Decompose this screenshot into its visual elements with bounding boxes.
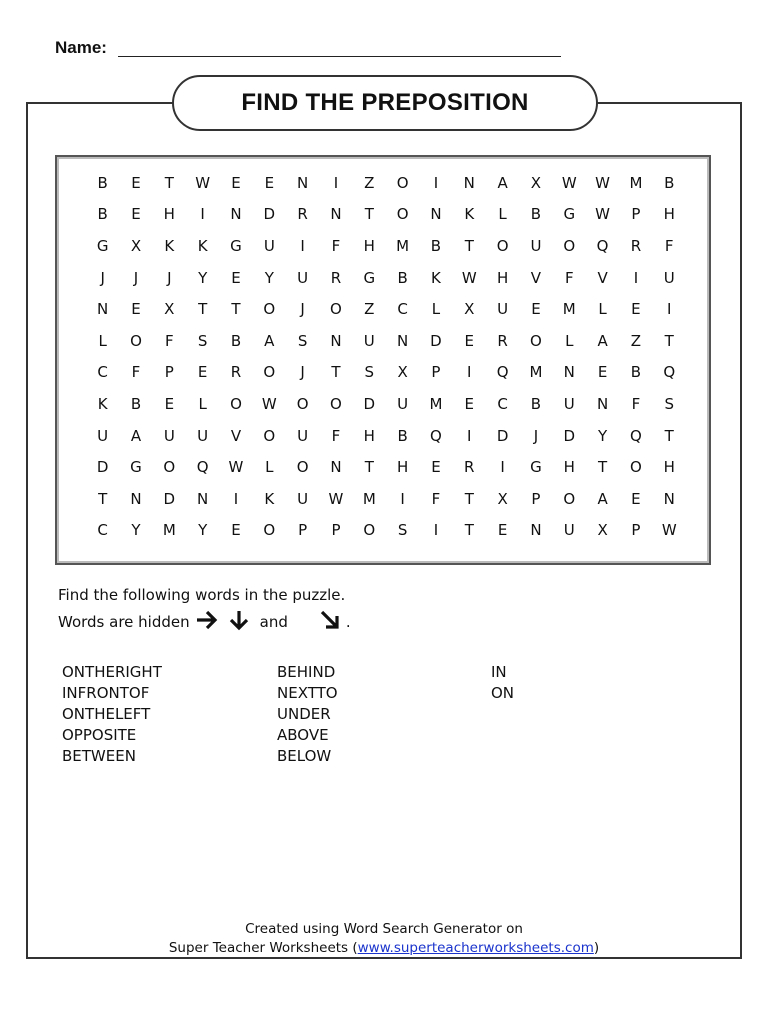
grid-letter[interactable]: O [296,458,309,477]
grid-letter[interactable]: O [496,236,509,255]
grid-letter[interactable]: V [530,268,542,287]
grid-letter[interactable]: N [130,489,142,508]
grid-letter[interactable]: X [164,300,175,319]
grid-letter[interactable]: U [297,426,309,445]
grid-letter[interactable]: I [500,458,505,477]
grid-letter[interactable]: H [563,458,575,477]
grid-letter[interactable]: A [597,331,608,350]
grid-letter[interactable]: O [630,458,642,477]
grid-letter[interactable]: S [664,394,674,413]
word-list-item: IN [491,663,507,681]
grid-letter[interactable]: L [498,205,507,224]
grid-letter[interactable]: N [97,300,109,319]
grid-letter[interactable]: L [265,458,274,477]
grid-letter[interactable]: R [297,205,308,224]
grid-letter[interactable]: I [433,173,439,192]
grid-letter[interactable]: Q [630,426,642,445]
grid-letter[interactable]: S [197,331,208,350]
grid-letter[interactable]: J [133,268,139,287]
grid-letter[interactable]: U [497,300,509,319]
grid-letter[interactable]: T [231,300,241,319]
grid-letter[interactable]: S [397,521,408,540]
grid-letter[interactable]: D [263,205,276,224]
grid-letter[interactable]: F [165,331,174,350]
grid-letter[interactable]: E [231,173,241,192]
grid-letter[interactable]: H [163,205,175,224]
grid-letter[interactable]: I [200,205,205,224]
grid-letter[interactable]: M [396,236,410,255]
grid-letter[interactable]: B [530,394,542,413]
grid-letter[interactable]: E [631,300,641,319]
grid-letter[interactable]: T [598,458,608,477]
grid-letter[interactable]: I [667,300,672,319]
grid-letter[interactable]: E [264,173,275,192]
grid-row [86,451,686,483]
word-list-column-2 [277,662,338,767]
grid-letter[interactable]: P [164,363,174,382]
grid-letter[interactable]: D [430,331,442,350]
grid-letter[interactable]: N [397,331,409,350]
grid-letter[interactable]: U [297,268,309,287]
word-list-column-1 [62,662,162,767]
grid-letter[interactable]: O [330,300,342,319]
grid-letter[interactable]: H [363,236,375,255]
grid-letter[interactable]: N [430,205,442,224]
grid-row [86,515,686,547]
grid-letter[interactable]: J [300,300,305,319]
grid-letter[interactable]: F [664,236,674,255]
grid-letter[interactable]: M [162,521,176,540]
arrow-down-icon [228,608,250,636]
grid-letter[interactable]: U [663,268,675,287]
grid-letter[interactable]: P [531,489,541,508]
grid-letter[interactable]: O [230,394,242,413]
word-list-item: ONTHERIGHT [62,663,162,681]
grid-row [86,262,686,294]
grid-letter[interactable]: H [496,268,509,287]
grid-row [86,420,686,452]
grid-letter[interactable]: W [461,268,477,287]
grid-letter[interactable]: X [397,363,408,382]
grid-letter[interactable]: L [431,300,441,319]
grid-letter[interactable]: O [130,331,142,350]
grid-letter[interactable]: N [563,363,575,382]
grid-letter[interactable]: S [364,363,375,382]
grid-letter[interactable]: R [497,331,508,350]
grid-letter[interactable]: B [97,173,108,192]
grid-letter[interactable]: X [530,173,542,192]
hidden-label: Words are hidden [58,613,190,631]
grid-letter[interactable]: T [331,363,341,382]
grid-letter[interactable]: K [264,489,275,508]
grid-letter[interactable]: P [331,521,341,540]
word-list-item: BETWEEN [62,747,136,765]
grid-letter[interactable]: E [464,394,475,413]
grid-letter[interactable]: O [263,363,276,382]
grid-letter[interactable]: I [300,236,305,255]
grid-letter[interactable]: I [433,521,439,540]
grid-letter[interactable]: K [197,236,208,255]
grid-letter[interactable]: K [164,236,175,255]
grid-letter[interactable]: Q [596,236,609,255]
grid-letter[interactable]: G [230,236,242,255]
grid-letter[interactable]: W [595,173,610,192]
grid-letter[interactable]: I [467,426,472,445]
grid-letter[interactable]: J [533,426,539,445]
grid-letter[interactable]: A [597,489,608,508]
word-list-item: NEXTTO [277,684,338,702]
word-list-item: BEHIND [277,663,336,681]
grid-letter[interactable]: C [97,521,108,540]
word-list-item: ABOVE [277,726,329,744]
grid-letter[interactable]: F [564,268,574,287]
grid-letter[interactable]: P [431,363,441,382]
grid-letter[interactable]: Z [630,331,642,350]
grid-letter[interactable]: N [463,173,475,192]
grid-letter[interactable]: B [530,205,542,224]
grid-letter[interactable]: L [98,331,107,350]
title-banner [172,75,598,131]
grid-letter[interactable]: M [629,173,643,192]
word-list-column-3 [491,662,514,704]
grid-letter[interactable]: N [596,394,609,413]
grid-letter[interactable]: P [631,521,641,540]
grid-letter[interactable]: N [230,205,242,224]
grid-letter[interactable]: O [396,173,409,192]
grid-letter[interactable]: N [197,489,209,508]
grid-letter[interactable]: Z [364,173,375,192]
grid-letter[interactable]: M [529,363,543,382]
grid-letter[interactable]: V [230,426,242,445]
word-list-item: BELOW [277,747,332,765]
grid-row [86,388,686,420]
grid-letter[interactable]: H [396,458,409,477]
grid-letter[interactable]: T [98,489,108,508]
grid-letter[interactable]: E [131,300,141,319]
grid-letter[interactable]: T [198,300,208,319]
grid-letter[interactable]: T [364,458,374,477]
grid-letter[interactable]: H [363,426,375,445]
grid-row [86,199,686,231]
grid-letter[interactable]: Y [198,521,208,540]
grid-letter[interactable]: T [464,236,474,255]
grid-letter[interactable]: U [563,394,575,413]
grid-letter[interactable]: R [630,236,642,255]
grid-letter[interactable]: G [363,268,376,287]
grid-row [86,167,686,199]
grid-letter[interactable]: O [296,394,309,413]
grid-letter[interactable]: O [330,394,342,413]
grid-letter[interactable]: O [163,458,176,477]
footer-suffix: ) [593,940,600,956]
grid-letter[interactable]: B [130,394,142,413]
grid-letter[interactable]: H [663,458,675,477]
grid-letter[interactable]: D [163,489,176,508]
grid-letter[interactable]: O [563,236,576,255]
grid-letter[interactable]: K [431,268,441,287]
grid-letter[interactable]: E [497,521,508,540]
grid-letter[interactable]: E [597,363,608,382]
word-search-grid [86,167,686,546]
grid-row [86,483,686,515]
grid-letter[interactable]: P [298,521,308,540]
grid-letter[interactable]: V [597,268,608,287]
grid-letter[interactable]: B [430,236,442,255]
grid-letter[interactable]: E [464,331,475,350]
instruction-line-2 [58,608,351,636]
grid-letter[interactable]: A [264,331,275,350]
grid-letter[interactable]: N [663,489,675,508]
grid-letter[interactable]: W [228,458,244,477]
grid-letter[interactable]: U [363,331,375,350]
grid-letter[interactable]: O [363,521,376,540]
grid-letter[interactable]: R [330,268,342,287]
grid-letter[interactable]: J [167,268,172,287]
grid-letter[interactable]: E [231,521,241,540]
grid-letter[interactable]: B [664,173,675,192]
grid-letter[interactable]: G [96,236,109,255]
grid-letter[interactable]: D [363,394,376,413]
footer-line-2 [0,939,768,958]
grid-letter[interactable]: Q [496,363,509,382]
grid-letter[interactable]: A [497,173,508,192]
grid-letter[interactable]: Q [663,363,676,382]
grid-letter[interactable]: X [464,300,475,319]
grid-letter[interactable]: F [431,489,441,508]
grid-letter[interactable]: B [397,268,408,287]
grid-letter[interactable]: J [100,268,105,287]
grid-letter[interactable]: B [230,331,242,350]
grid-letter[interactable]: U [263,236,275,255]
grid-row [86,357,686,389]
footer-prefix: Super Teacher Worksheets ( [168,940,358,956]
grid-letter[interactable]: M [362,489,376,508]
period: . [345,613,351,631]
grid-letter[interactable]: L [565,331,574,350]
grid-letter[interactable]: D [563,426,576,445]
grid-letter[interactable]: U [530,236,542,255]
grid-letter[interactable]: U [163,426,175,445]
grid-letter[interactable]: U [397,394,409,413]
grid-letter[interactable]: U [97,426,109,445]
grid-letter[interactable]: T [464,489,474,508]
grid-letter[interactable]: W [595,205,610,224]
grid-letter[interactable]: C [97,363,108,382]
grid-letter[interactable]: I [467,363,472,382]
grid-row [86,293,686,325]
grid-letter[interactable]: Z [364,300,375,319]
grid-letter[interactable]: W [261,394,277,413]
grid-letter[interactable]: Q [430,426,442,445]
grid-letter[interactable]: T [664,426,674,445]
grid-letter[interactable]: J [300,363,305,382]
grid-letter[interactable]: M [429,394,443,413]
grid-letter[interactable]: B [97,205,108,224]
grid-letter[interactable]: F [331,236,341,255]
grid-letter[interactable]: B [630,363,642,382]
grid-letter[interactable]: E [431,458,441,477]
word-list-item: ON [491,684,515,702]
grid-letter[interactable]: Y [198,268,208,287]
grid-letter[interactable]: F [131,363,141,382]
instruction-line-1: Find the following words in the puzzle. [58,586,346,604]
grid-letter[interactable]: R [230,363,242,382]
grid-letter[interactable]: D [96,458,109,477]
footer-credit [0,920,768,958]
grid-letter[interactable]: B [397,426,408,445]
grid-letter[interactable]: W [561,173,577,192]
grid-letter[interactable]: T [164,173,174,192]
grid-letter[interactable]: D [496,426,509,445]
grid-letter[interactable]: W [195,173,211,192]
grid-letter[interactable]: Y [264,268,274,287]
grid-letter[interactable]: A [130,426,142,445]
grid-letter[interactable]: W [661,521,677,540]
arrow-right-icon [194,609,220,635]
name-blank-line[interactable] [118,56,561,57]
grid-letter[interactable]: E [164,394,175,413]
grid-letter[interactable]: C [397,300,408,319]
grid-row [86,325,686,357]
grid-letter[interactable]: N [330,458,342,477]
grid-letter[interactable]: U [563,521,575,540]
grid-letter[interactable]: E [631,489,641,508]
grid-letter[interactable]: X [130,236,142,255]
grid-row [86,230,686,262]
grid-letter[interactable]: O [396,205,409,224]
grid-letter[interactable]: F [331,426,341,445]
grid-letter[interactable]: E [231,268,241,287]
grid-letter[interactable]: F [631,394,641,413]
grid-letter[interactable]: O [263,426,276,445]
grid-letter[interactable]: N [530,521,542,540]
grid-letter[interactable]: M [562,300,576,319]
name-label: Name: [55,38,107,57]
grid-letter[interactable]: T [364,205,374,224]
grid-letter[interactable]: Y [598,426,608,445]
grid-letter[interactable]: O [563,489,576,508]
grid-letter[interactable]: X [597,521,608,540]
grid-letter[interactable]: U [197,426,209,445]
website-link[interactable]: www.superteacherworksheets.com [357,940,594,956]
grid-letter[interactable]: P [631,205,641,224]
grid-letter[interactable]: K [464,205,475,224]
grid-letter[interactable]: S [297,331,308,350]
grid-letter[interactable]: C [497,394,508,413]
word-list-item: ONTHELEFT [62,705,151,723]
grid-letter[interactable]: R [464,458,475,477]
grid-letter[interactable]: X [497,489,508,508]
grid-letter[interactable]: N [297,173,309,192]
grid-letter[interactable]: Y [131,521,141,540]
word-list-item: UNDER [277,705,331,723]
grid-letter[interactable]: L [598,300,607,319]
grid-letter[interactable]: E [531,300,541,319]
grid-letter[interactable]: H [663,205,675,224]
grid-letter[interactable]: G [130,458,142,477]
name-field-row [55,38,561,60]
grid-letter[interactable]: N [330,331,342,350]
grid-letter[interactable]: N [330,205,342,224]
grid-letter[interactable]: E [131,173,141,192]
grid-letter[interactable]: K [97,394,108,413]
grid-letter[interactable]: O [263,521,276,540]
grid-letter[interactable]: I [333,173,339,192]
grid-letter[interactable]: E [197,363,208,382]
grid-letter[interactable]: G [530,458,542,477]
word-list-item: INFRONTOF [62,684,150,702]
word-list-item: OPPOSITE [62,726,137,744]
grid-letter[interactable]: T [464,521,474,540]
grid-letter[interactable]: I [233,489,239,508]
grid-letter[interactable]: G [563,205,576,224]
grid-letter[interactable]: I [633,268,639,287]
grid-letter[interactable]: Q [196,458,209,477]
grid-letter[interactable]: U [297,489,309,508]
arrow-down-right-icon [318,608,342,636]
grid-letter[interactable]: T [664,331,674,350]
grid-letter[interactable]: O [263,300,276,319]
grid-letter[interactable]: I [400,489,405,508]
grid-letter[interactable]: O [530,331,542,350]
page-title: FIND THE PREPOSITION [241,89,529,116]
grid-letter[interactable]: W [328,489,344,508]
grid-letter[interactable]: E [131,205,141,224]
footer-line-1: Created using Word Search Generator on [245,921,523,937]
grid-letter[interactable]: L [198,394,207,413]
and-label: and [259,613,288,631]
